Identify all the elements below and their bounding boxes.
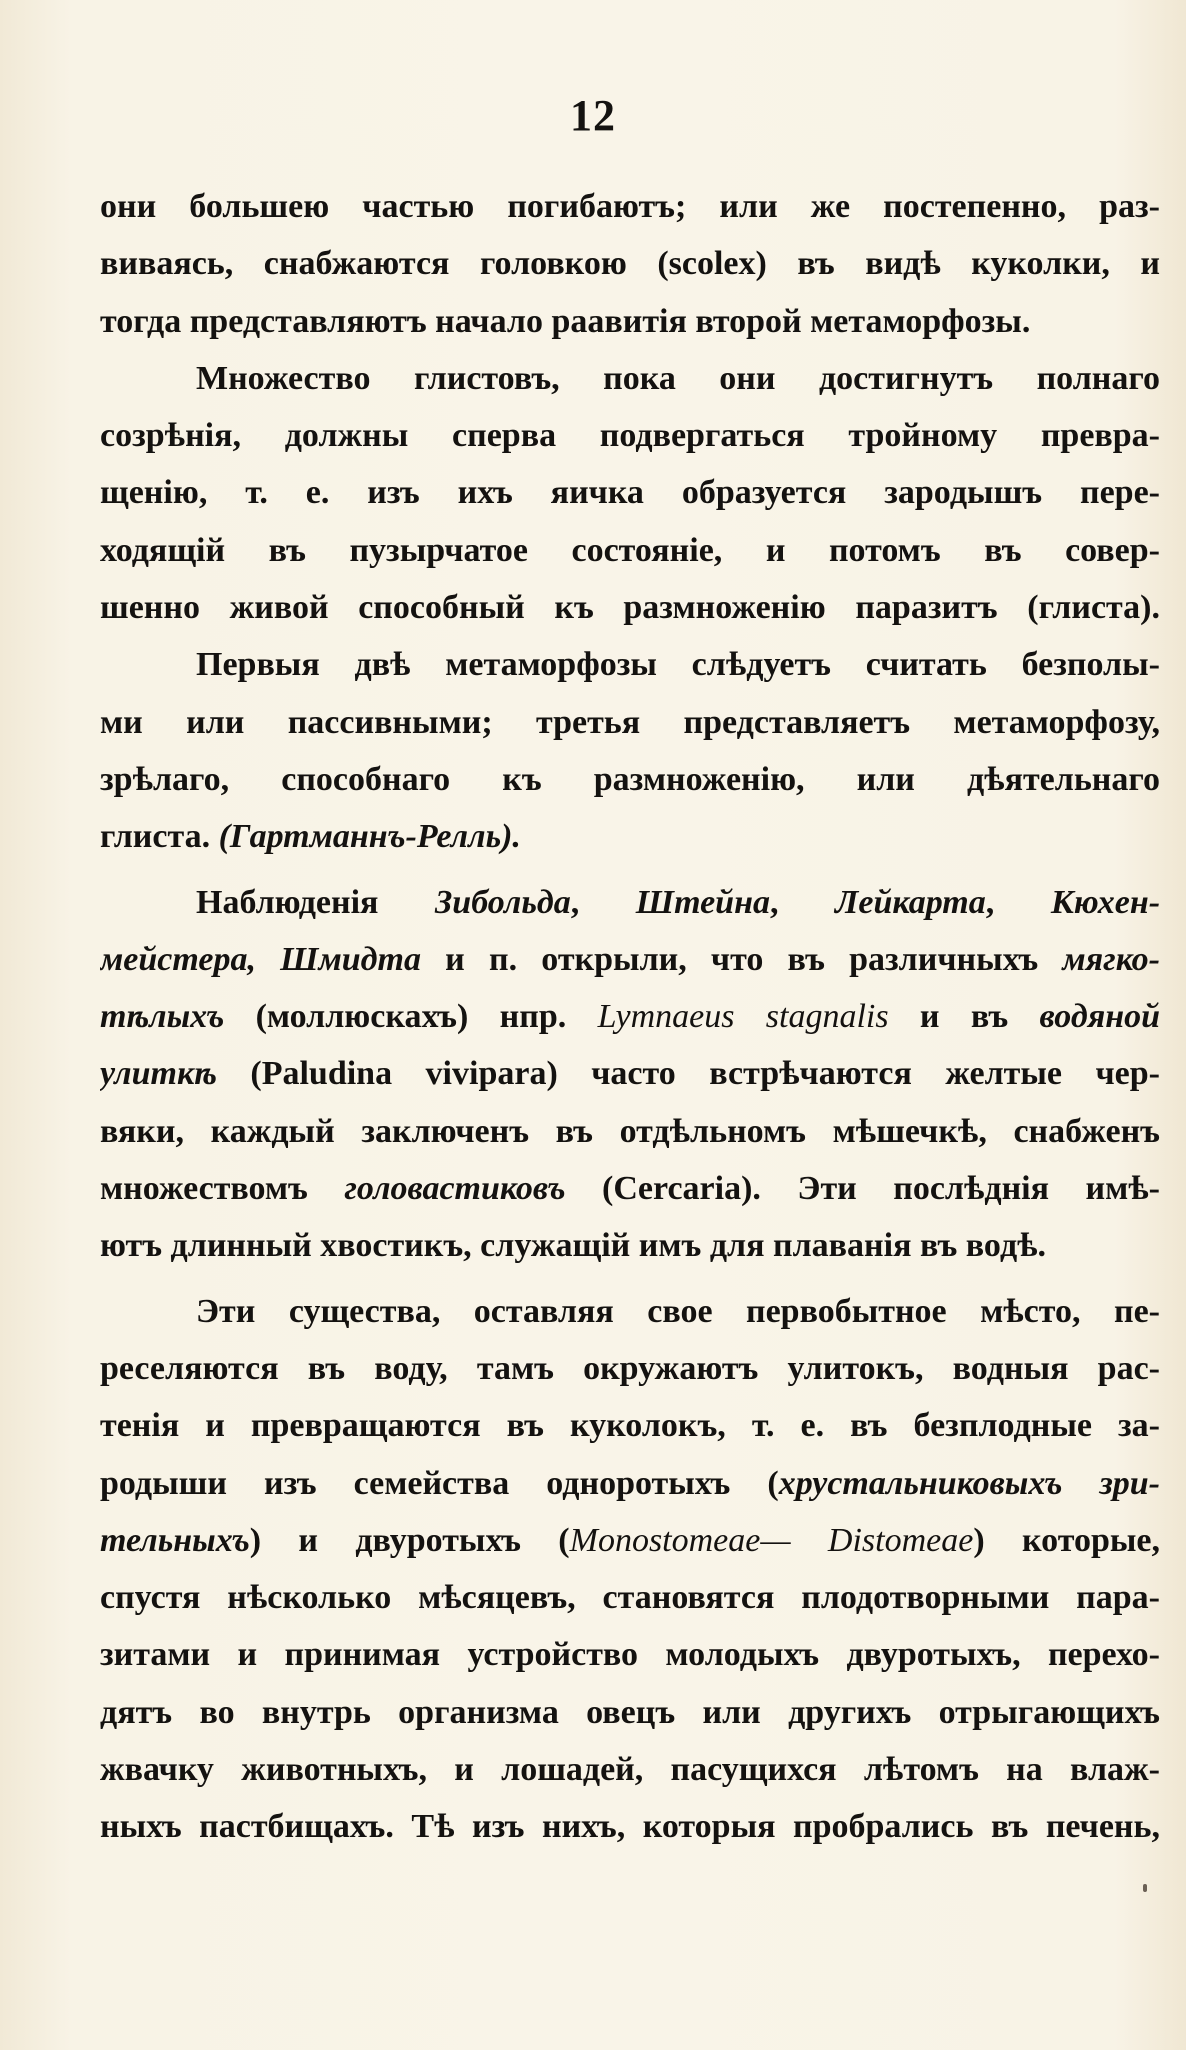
emphasis-term: водяной [1039,998,1160,1036]
text-run: множествомъ [100,1170,345,1208]
text-run: ) и двуротыхъ ( [249,1521,570,1559]
text-run: глиста. [100,818,219,856]
text-line: спустя нѣсколько мѣсяцевъ, становятся плодотворными пара- [100,1579,1160,1617]
text-line [100,1455,1160,1512]
text-run: родыши изъ семейства одноротыхъ ( [100,1464,779,1502]
text-run: и п. открыли, что въ различныхъ [420,940,1063,978]
text-run: ) которые, [973,1521,1160,1559]
text-line [100,808,1160,865]
text-line: ходящій въ пузырчатое состояніе, и потомъ въ совер- [100,531,1160,569]
text-line: жвачку животныхъ, и лошадей, пасущихся лѣтомъ на влаж- [100,1751,1160,1789]
author-name: Зибольда [435,883,571,921]
emphasis-term: улиткѣ [100,1055,217,1093]
text-line [100,1160,1160,1217]
latin-term: Lymnaeus stagnalis [597,998,889,1036]
text-line: Множество глистовъ, пока они достигнутъ полнаго [196,359,1160,397]
text-line: Эти существа, оставляя свое первобытное мѣсто, пе- [196,1292,1160,1330]
text-run: (моллюскахъ) нпр. [224,998,598,1036]
text-line: ныхъ пастбищахъ. Тѣ изъ нихъ, которыя пробрались въ печень, [100,1808,1160,1846]
latin-term: Monostomeae— Distomeae [569,1521,974,1559]
emphasis-term: тельныхъ [100,1521,250,1559]
text-run: , [769,883,836,921]
emphasis-term: тѣлыхъ [100,998,225,1036]
text-line: они большею частью погибаютъ; или же постепенно, раз- [100,188,1160,225]
emphasis-term: головастиковъ [344,1170,566,1208]
ink-speck [1143,1884,1147,1892]
author-name: мейстера, Шмидта [100,940,421,978]
text-line [100,1045,1160,1102]
text-line: дятъ во внутрь организма овецъ или другихъ отрыгающихъ [100,1693,1160,1731]
body-text [100,178,1160,1856]
text-line [100,988,1160,1045]
author-name: Кюхен- [1050,883,1160,921]
text-line: шенно живой способный къ размноженію паразитъ (глиста). [100,589,1160,627]
text-run: (Paludina vivipara) часто встрѣчаются желтые чер- [216,1055,1160,1093]
text-line: зрѣлаго, способнаго къ размноженію, или дѣятельнаго [100,760,1160,798]
text-run: и въ [888,998,1040,1036]
author-name: Лейкарта [835,883,986,921]
text-line: созрѣнія, должны сперва подвергаться тройному превра- [100,417,1160,455]
text-run: , [985,883,1051,921]
author-citation: (Гартманнъ-Релль). [218,818,521,856]
text-line [100,931,1160,988]
text-line: зитами и принимая устройство молодыхъ двуротыхъ, перехо- [100,1636,1160,1674]
text-line [100,874,1160,931]
text-line: тогда представляютъ начало раавитія второй метаморфозы. [100,302,1031,340]
text-line: реселяются въ воду, тамъ окружаютъ улитокъ, водныя рас- [100,1349,1160,1387]
text-line [100,1512,1160,1569]
text-line: ми или пассивными; третья представляетъ метаморфозу, [100,703,1160,741]
text-run: , [570,883,636,921]
text-line: вяки, каждый заключенъ въ отдѣльномъ мѣшечкѣ, снабженъ [100,1112,1160,1150]
text-line: ютъ длинный хвостикъ, служащій имъ для плаванія въ водѣ. [100,1227,1047,1265]
emphasis-term: хрустальниковыхъ зри- [778,1464,1160,1502]
text-line: Первыя двѣ метаморфозы слѣдуетъ считать безполы- [196,646,1160,684]
text-line: щенію, т. е. изъ ихъ яичка образуется зародышъ пере- [100,474,1160,512]
text-run: (Cercaria). Эти послѣднія имѣ- [565,1170,1160,1208]
page-number: 12 [570,91,616,140]
text-line: тенія и превращаются въ куколокъ, т. е. въ безплодные за- [100,1407,1160,1445]
text-run: Наблюденія [196,883,435,921]
author-name: Штейна [635,883,770,921]
emphasis-term: мягко- [1062,940,1160,978]
text-line: виваясь, снабжаются головкою (scolex) въ видѣ куколки, и [100,245,1160,283]
